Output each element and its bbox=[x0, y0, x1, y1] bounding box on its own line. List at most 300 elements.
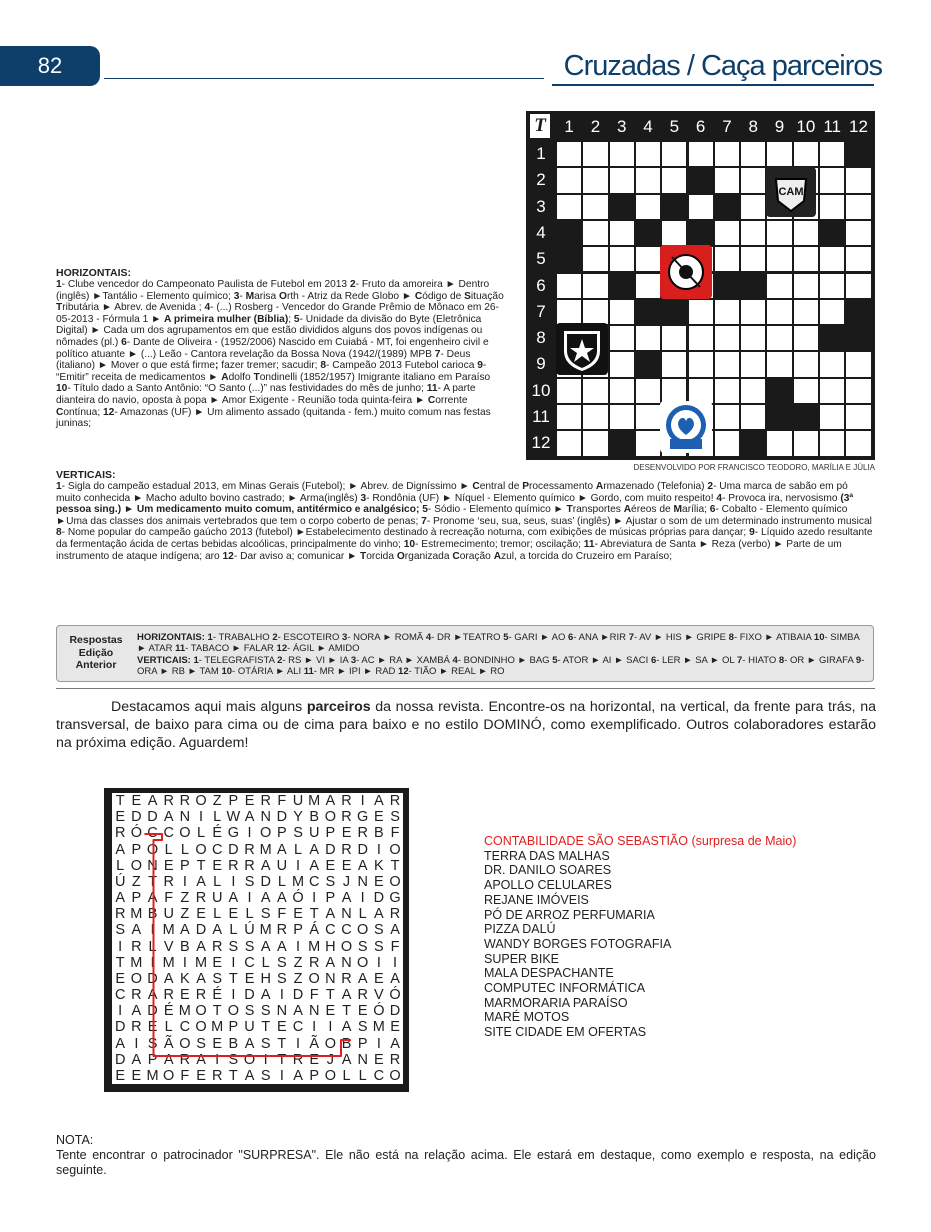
word-search-letter: R bbox=[114, 906, 126, 923]
word-search-letter: M bbox=[146, 1067, 159, 1084]
crossword-cell[interactable] bbox=[689, 142, 713, 166]
word-search-letter: V bbox=[374, 987, 384, 1003]
word-search-letter: R bbox=[131, 1019, 142, 1036]
svg-text:CAM: CAM bbox=[778, 186, 804, 198]
word-search-letter: S bbox=[260, 1003, 271, 1020]
crossword-cell[interactable] bbox=[846, 274, 870, 298]
crossword-black-cell bbox=[846, 142, 870, 166]
word-search-letter: A bbox=[260, 890, 271, 906]
crossword-row-header: 4 bbox=[536, 222, 546, 242]
word-search-letter: N bbox=[357, 873, 368, 890]
crossword-cell[interactable] bbox=[636, 274, 660, 298]
word-search-letter: N bbox=[341, 906, 352, 923]
word-search-letter: O bbox=[389, 841, 401, 858]
crossword-cell[interactable] bbox=[794, 274, 818, 298]
crossword-cell[interactable] bbox=[636, 168, 660, 192]
word-search-letter: S bbox=[147, 1035, 158, 1052]
crossword-cell[interactable] bbox=[636, 326, 660, 350]
word-search-letter: P bbox=[228, 1019, 239, 1036]
crossword-cell[interactable] bbox=[767, 300, 791, 324]
word-search-letter: Ó bbox=[292, 890, 304, 906]
word-search-letter: I bbox=[376, 841, 381, 858]
crossword-cell[interactable] bbox=[636, 431, 660, 455]
crossword-column-header: 7 bbox=[722, 117, 732, 136]
word-search-letter: D bbox=[195, 922, 207, 939]
crossword-cell[interactable] bbox=[662, 352, 686, 376]
word-search-letter: E bbox=[374, 1051, 384, 1068]
word-search-letter: L bbox=[358, 906, 367, 923]
crossword-cell[interactable] bbox=[767, 247, 791, 271]
word-search-letter: P bbox=[147, 1051, 158, 1068]
word-search-letter: É bbox=[212, 825, 223, 842]
word-search-letter: M bbox=[308, 938, 321, 955]
crossword-column-header: 11 bbox=[823, 117, 841, 136]
crossword-cell[interactable] bbox=[715, 247, 739, 271]
crossword-cell[interactable] bbox=[741, 221, 765, 245]
crossword-cell[interactable] bbox=[583, 300, 607, 324]
word-search-letter: H bbox=[260, 970, 271, 987]
word-search-letter: D bbox=[373, 890, 385, 906]
word-search-letter: I bbox=[360, 890, 365, 906]
word-search-letter: I bbox=[296, 1035, 301, 1052]
word-search-letter: T bbox=[115, 793, 125, 809]
crossword-cell[interactable] bbox=[610, 247, 634, 271]
word-search-letter: A bbox=[163, 970, 174, 987]
word-search-letter: S bbox=[374, 922, 384, 939]
crossword-cell[interactable] bbox=[557, 195, 581, 219]
word-search-letter: I bbox=[296, 857, 301, 874]
crossword-cell[interactable] bbox=[846, 405, 870, 429]
word-search-letter: G bbox=[389, 890, 401, 906]
crossword-black-cell bbox=[557, 247, 581, 271]
crossword-cell[interactable] bbox=[583, 405, 607, 429]
crossword-cell[interactable] bbox=[741, 326, 765, 350]
word-search-letter: M bbox=[291, 873, 305, 890]
crossword-cell[interactable] bbox=[715, 379, 739, 403]
word-search-letter: B bbox=[147, 906, 158, 923]
word-search-letter: A bbox=[341, 987, 352, 1003]
word-search-letter: A bbox=[131, 922, 142, 939]
crossword-cell[interactable] bbox=[767, 431, 791, 455]
word-search-letter: O bbox=[195, 841, 207, 858]
sponsor-item: COMPUTEC INFORMÁTICA bbox=[484, 981, 646, 996]
crossword-cell[interactable] bbox=[689, 379, 713, 403]
word-search-letter: A bbox=[374, 906, 384, 923]
corinthians-logo bbox=[660, 245, 712, 299]
crossword-cell[interactable] bbox=[715, 300, 739, 324]
crossword-cell[interactable] bbox=[767, 352, 791, 376]
crossword-cell[interactable] bbox=[662, 142, 686, 166]
word-search-letter: C bbox=[163, 825, 174, 842]
word-search-letter: H bbox=[325, 938, 336, 955]
crossword-cell[interactable] bbox=[689, 326, 713, 350]
crossword-cell[interactable] bbox=[715, 221, 739, 245]
word-search-letter: I bbox=[231, 954, 236, 971]
word-search-letter: A bbox=[309, 857, 320, 874]
crossword-cell[interactable] bbox=[741, 142, 765, 166]
word-search-letter: E bbox=[131, 793, 142, 809]
title-underline bbox=[552, 84, 874, 86]
word-search-letter: D bbox=[244, 987, 255, 1003]
word-search-grid bbox=[104, 788, 409, 1092]
crossword-cell[interactable] bbox=[820, 431, 844, 455]
word-search-letter: A bbox=[163, 809, 174, 826]
crossword-column-header: 8 bbox=[748, 117, 758, 136]
word-search-letter: T bbox=[390, 857, 400, 874]
word-search-letter: A bbox=[357, 857, 368, 874]
word-search-letter: P bbox=[325, 825, 336, 842]
word-search-letter: T bbox=[277, 1051, 287, 1068]
word-search-letter: S bbox=[293, 825, 303, 842]
sponsor-item: SITE CIDADE EM OFERTAS bbox=[484, 1025, 647, 1040]
crossword-cell[interactable] bbox=[583, 274, 607, 298]
word-search-letter: A bbox=[212, 922, 223, 939]
word-search-letter: L bbox=[213, 873, 222, 890]
crossword-cell[interactable] bbox=[715, 142, 739, 166]
crossword-cell[interactable] bbox=[820, 405, 844, 429]
sponsor-highlight: CONTABILIDADE SÃO SEBASTIÃO (surpresa de Maio) bbox=[484, 834, 797, 848]
crossword-cell[interactable] bbox=[610, 352, 634, 376]
word-search-letter: I bbox=[376, 1035, 381, 1052]
word-search-letter: I bbox=[231, 987, 236, 1003]
sponsor-item: WANDY BORGES FOTOGRAFIA bbox=[484, 936, 672, 951]
word-search-letter: O bbox=[195, 1019, 207, 1036]
crossword-cell[interactable] bbox=[610, 405, 634, 429]
word-search-letter: D bbox=[325, 841, 336, 858]
crossword-black-cell bbox=[767, 405, 791, 429]
crossword-cell[interactable] bbox=[636, 142, 660, 166]
word-search-letter: M bbox=[162, 922, 175, 939]
crossword-column-header: 1 bbox=[564, 117, 574, 136]
word-search-letter: R bbox=[211, 1067, 223, 1084]
word-search-letter: R bbox=[276, 922, 288, 939]
word-search-letter: O bbox=[389, 873, 401, 890]
word-search-letter: I bbox=[296, 938, 301, 955]
word-search-letter: R bbox=[163, 987, 174, 1003]
word-search-letter: S bbox=[260, 906, 271, 923]
word-search-letter: I bbox=[182, 954, 187, 971]
previous-answers-vertical: VERTICAIS: 1- TELEGRAFISTA 2- RS ► VI ► IA 3- AC ► RA ► XAMBÁ 4- BONDINHO ► BAG 5- ATOR ► AI ► SACI 6- LER ► SA ► OL 7- HIATO 8- OR ► GIRAFA 9- ORA ► RB ► TAM 10- OTÁRIA ► ALI 11- MR ► IPI ► RAD 12- TIÃO ► REAL ► RO bbox=[137, 655, 865, 677]
word-search-letter: E bbox=[374, 809, 384, 826]
sponsor-item: REJANE IMÓVEIS bbox=[484, 892, 589, 907]
crossword-black-cell bbox=[636, 300, 660, 324]
crossword-cell[interactable] bbox=[636, 379, 660, 403]
word-search-letter: A bbox=[293, 1067, 303, 1084]
word-search-letter: F bbox=[180, 1067, 190, 1084]
crossword-cell[interactable] bbox=[557, 405, 581, 429]
word-search-letter: S bbox=[357, 1019, 368, 1036]
word-search-letter: C bbox=[211, 841, 223, 858]
crossword-cell[interactable] bbox=[741, 379, 765, 403]
word-search-letter: O bbox=[130, 970, 142, 987]
word-search-letter: A bbox=[390, 1035, 400, 1052]
crossword-cell[interactable] bbox=[689, 195, 713, 219]
word-search-letter: C bbox=[308, 873, 320, 890]
crossword-cell[interactable] bbox=[583, 221, 607, 245]
crossword-black-cell bbox=[557, 221, 581, 245]
crossword-cell[interactable] bbox=[715, 168, 739, 192]
word-search-letter: Ã bbox=[309, 1035, 320, 1052]
crossword-cell[interactable] bbox=[820, 168, 844, 192]
crossword-cell[interactable] bbox=[741, 247, 765, 271]
word-search-letter: I bbox=[247, 825, 252, 842]
word-search-letter: U bbox=[308, 825, 320, 842]
crossword-cell[interactable] bbox=[794, 326, 818, 350]
crossword-cell[interactable] bbox=[846, 221, 870, 245]
crossword-cell[interactable] bbox=[583, 247, 607, 271]
crossword-cell[interactable] bbox=[846, 168, 870, 192]
crossword-cell[interactable] bbox=[557, 168, 581, 192]
word-search-letter: R bbox=[341, 970, 352, 987]
crossword-cell[interactable] bbox=[794, 247, 818, 271]
word-search-letter: L bbox=[164, 841, 173, 858]
crossword-cell[interactable] bbox=[794, 221, 818, 245]
crossword-cell[interactable] bbox=[715, 405, 739, 429]
crossword-cell[interactable] bbox=[557, 431, 581, 455]
crossword-cell[interactable] bbox=[715, 352, 739, 376]
word-search-letter: O bbox=[163, 1067, 175, 1084]
word-search-letter: R bbox=[389, 1051, 401, 1068]
word-search-letter: I bbox=[360, 793, 365, 809]
crossword-cell[interactable] bbox=[636, 195, 660, 219]
sponsor-item: MALA DESPACHANTE bbox=[484, 966, 614, 981]
word-search-letter: O bbox=[324, 1035, 336, 1052]
previous-answers-horizontal: HORIZONTAIS: 1- TRABALHO 2- ESCOTEIRO 3- NORA ► ROMÃ 4- DR ►TEATRO 5- GARI ► AO 6- ANA ►RIR 7- AV ► HIS ► GRIPE 8- FIXO ► ATIBAIA 10- SIMBA ► ATAR 11- TABACO ► FALAR 12- ÁGIL ► AMIDO bbox=[137, 632, 860, 654]
crossword-column-header: 2 bbox=[590, 117, 601, 136]
word-search-letter: O bbox=[195, 1003, 207, 1020]
example-highlight-path bbox=[112, 793, 403, 1084]
crossword-column-header: 3 bbox=[617, 117, 627, 136]
word-search-letter: D bbox=[114, 1051, 126, 1068]
word-search-letter: V bbox=[163, 938, 174, 955]
crossword-cell[interactable] bbox=[846, 379, 870, 403]
crossword-cell[interactable] bbox=[636, 247, 660, 271]
crossword-black-cell bbox=[610, 431, 634, 455]
word-search-letter: E bbox=[374, 873, 384, 890]
word-search-letter: A bbox=[115, 1035, 126, 1052]
crossword-cell[interactable] bbox=[689, 300, 713, 324]
word-search-letter: O bbox=[324, 809, 336, 826]
word-search-letter: R bbox=[389, 793, 401, 809]
crossword-row-header: 5 bbox=[536, 249, 546, 269]
sponsor-item: PÓ DE ARROZ PERFUMARIA bbox=[484, 907, 655, 922]
word-search-letter: A bbox=[244, 1067, 255, 1084]
crossword-black-cell bbox=[794, 405, 818, 429]
crossword-black-cell bbox=[662, 300, 686, 324]
word-search-letter: Z bbox=[180, 890, 190, 906]
section-divider bbox=[56, 688, 875, 689]
crossword-cell[interactable] bbox=[820, 274, 844, 298]
crossword-cell[interactable] bbox=[610, 300, 634, 324]
crossword-cell[interactable] bbox=[820, 142, 844, 166]
crossword-cell[interactable] bbox=[767, 274, 791, 298]
word-search-letter: Á bbox=[309, 922, 320, 939]
crossword-cell[interactable] bbox=[767, 221, 791, 245]
crossword-black-cell bbox=[610, 195, 634, 219]
word-search-letter: Z bbox=[212, 793, 222, 809]
crossword-cell[interactable] bbox=[820, 195, 844, 219]
word-search-letter: A bbox=[131, 1051, 142, 1068]
word-search-letter: S bbox=[260, 1067, 271, 1084]
word-search-letter: A bbox=[163, 1051, 174, 1068]
crossword-black-cell bbox=[741, 431, 765, 455]
horizontal-clues-title: HORIZONTAIS: bbox=[56, 267, 132, 279]
crossword-row-header: 10 bbox=[531, 380, 551, 400]
word-search-letter: P bbox=[180, 857, 190, 874]
crossword-cell[interactable] bbox=[741, 195, 765, 219]
crossword-cell[interactable] bbox=[794, 431, 818, 455]
crossword-cell[interactable] bbox=[557, 274, 581, 298]
word-search-letter: O bbox=[308, 970, 320, 987]
word-search-letter: J bbox=[342, 873, 351, 890]
word-search-letter: P bbox=[293, 922, 303, 939]
word-search-letter: U bbox=[163, 906, 174, 923]
crossword-cell[interactable] bbox=[610, 221, 634, 245]
crossword-cell[interactable] bbox=[767, 142, 791, 166]
previous-answers-box bbox=[56, 625, 874, 682]
crossword-row-header: 3 bbox=[536, 196, 546, 216]
word-search-letter: D bbox=[114, 1019, 126, 1036]
word-search-letter: E bbox=[228, 906, 239, 923]
word-search-letter: G bbox=[357, 809, 369, 826]
crossword-cell[interactable] bbox=[741, 168, 765, 192]
crossword-cell[interactable] bbox=[557, 142, 581, 166]
word-search-letter: D bbox=[357, 841, 368, 858]
crossword-cell[interactable] bbox=[689, 352, 713, 376]
word-search-letter: E bbox=[357, 1003, 368, 1020]
word-search-letter: I bbox=[215, 1051, 220, 1068]
crossword-cell[interactable] bbox=[846, 247, 870, 271]
word-search-letter: R bbox=[211, 938, 223, 955]
crossword-cell[interactable] bbox=[741, 352, 765, 376]
crossword-cell[interactable] bbox=[583, 195, 607, 219]
crossword-cell[interactable] bbox=[610, 326, 634, 350]
word-search-letter: O bbox=[357, 922, 369, 939]
word-search-letter: M bbox=[130, 954, 143, 971]
word-search-letter: T bbox=[261, 1019, 271, 1036]
crossword-cell[interactable] bbox=[583, 142, 607, 166]
crossword-cell[interactable] bbox=[846, 195, 870, 219]
word-search-letter: A bbox=[147, 890, 158, 906]
word-search-letter: C bbox=[244, 954, 255, 971]
word-search-letter: A bbox=[115, 890, 126, 906]
word-search-letter: E bbox=[325, 857, 336, 874]
crossword-cell[interactable] bbox=[610, 379, 634, 403]
word-search-letter: R bbox=[179, 1051, 191, 1068]
crossword-row-header: 7 bbox=[536, 301, 546, 321]
crossword-cell[interactable] bbox=[662, 379, 686, 403]
crossword-cell[interactable] bbox=[715, 326, 739, 350]
crossword-cell[interactable] bbox=[610, 142, 634, 166]
word-search-letter: L bbox=[213, 906, 222, 923]
word-search-letter: O bbox=[227, 1003, 239, 1020]
word-search-letter: A bbox=[277, 841, 287, 858]
crossword-cell[interactable] bbox=[557, 300, 581, 324]
sponsor-item: APOLLO CELULARES bbox=[484, 878, 612, 893]
word-search-letter: I bbox=[328, 1019, 333, 1036]
word-search-letter: U bbox=[292, 793, 304, 809]
crossword-cell[interactable] bbox=[846, 352, 870, 376]
crossword-cell[interactable] bbox=[662, 221, 686, 245]
word-search-letter: R bbox=[357, 987, 368, 1003]
crossword-cell[interactable] bbox=[636, 405, 660, 429]
word-search-letter: I bbox=[279, 1067, 284, 1084]
word-search-letter: U bbox=[244, 1019, 255, 1036]
crossword-black-cell bbox=[689, 168, 713, 192]
crossword-black-cell bbox=[767, 379, 791, 403]
word-search-letter: F bbox=[277, 906, 287, 923]
crossword-cell[interactable] bbox=[820, 300, 844, 324]
word-search-letter: I bbox=[247, 890, 252, 906]
word-search-letter: A bbox=[115, 841, 126, 858]
crossword-column-header: 12 bbox=[848, 117, 868, 136]
crossword-row-header: 8 bbox=[536, 328, 546, 348]
word-search-letter: E bbox=[212, 954, 223, 971]
crossword-cell[interactable] bbox=[794, 379, 818, 403]
sponsor-list bbox=[484, 834, 796, 1040]
word-search-letter: P bbox=[131, 841, 142, 858]
crossword-cell[interactable] bbox=[715, 431, 739, 455]
word-search-letter: B bbox=[374, 825, 384, 842]
word-search-letter: A bbox=[325, 954, 336, 971]
crossword-cell[interactable] bbox=[557, 379, 581, 403]
word-search-letter: R bbox=[341, 793, 352, 809]
word-search-letter: E bbox=[325, 1003, 336, 1020]
word-search-letter: O bbox=[260, 825, 272, 842]
crossword-black-cell bbox=[715, 195, 739, 219]
word-search-letter: B bbox=[228, 1035, 239, 1052]
crossword-cell[interactable] bbox=[767, 326, 791, 350]
crossword-row-header: 11 bbox=[532, 407, 550, 426]
crossword-cell[interactable] bbox=[583, 431, 607, 455]
word-search-letter: D bbox=[276, 809, 288, 826]
crossword-cell[interactable] bbox=[846, 431, 870, 455]
word-search-letter: S bbox=[228, 1051, 239, 1068]
crossword-cell[interactable] bbox=[741, 300, 765, 324]
previous-answers-label: Respostas Edição Anterior bbox=[69, 634, 123, 671]
word-search-letter: R bbox=[114, 825, 126, 842]
crossword-cell[interactable] bbox=[794, 300, 818, 324]
sponsor-item: SUPER BIKE bbox=[484, 951, 560, 966]
word-search-letter: Ã bbox=[163, 1035, 174, 1052]
word-search-letter: E bbox=[390, 1019, 400, 1036]
word-search-letter: I bbox=[134, 1035, 139, 1052]
word-search-letter: I bbox=[312, 890, 317, 906]
crossword-cell[interactable] bbox=[794, 142, 818, 166]
word-search-letter: K bbox=[374, 857, 384, 874]
crossword-cell[interactable] bbox=[610, 168, 634, 192]
crossword-cell[interactable] bbox=[741, 405, 765, 429]
crossword-column-header: 6 bbox=[695, 117, 706, 136]
word-search-letter: A bbox=[374, 793, 384, 809]
page-number: 82 bbox=[37, 53, 63, 78]
crossword-cell[interactable] bbox=[820, 379, 844, 403]
word-search-letter: A bbox=[341, 1019, 352, 1036]
word-search-letter: E bbox=[293, 906, 303, 923]
word-search-letter: S bbox=[244, 938, 255, 955]
crossword-cell[interactable] bbox=[820, 247, 844, 271]
crossword-cell[interactable] bbox=[662, 326, 686, 350]
crossword-cell[interactable] bbox=[794, 352, 818, 376]
word-search-letter: N bbox=[179, 809, 191, 826]
crossword-cell[interactable] bbox=[583, 379, 607, 403]
word-search-letter: T bbox=[342, 1003, 351, 1020]
word-search-letter: C bbox=[147, 825, 158, 842]
word-search-letter: O bbox=[130, 857, 142, 874]
crossword-cell[interactable] bbox=[820, 352, 844, 376]
crossword-cell[interactable] bbox=[583, 168, 607, 192]
crossword-cell[interactable] bbox=[662, 168, 686, 192]
